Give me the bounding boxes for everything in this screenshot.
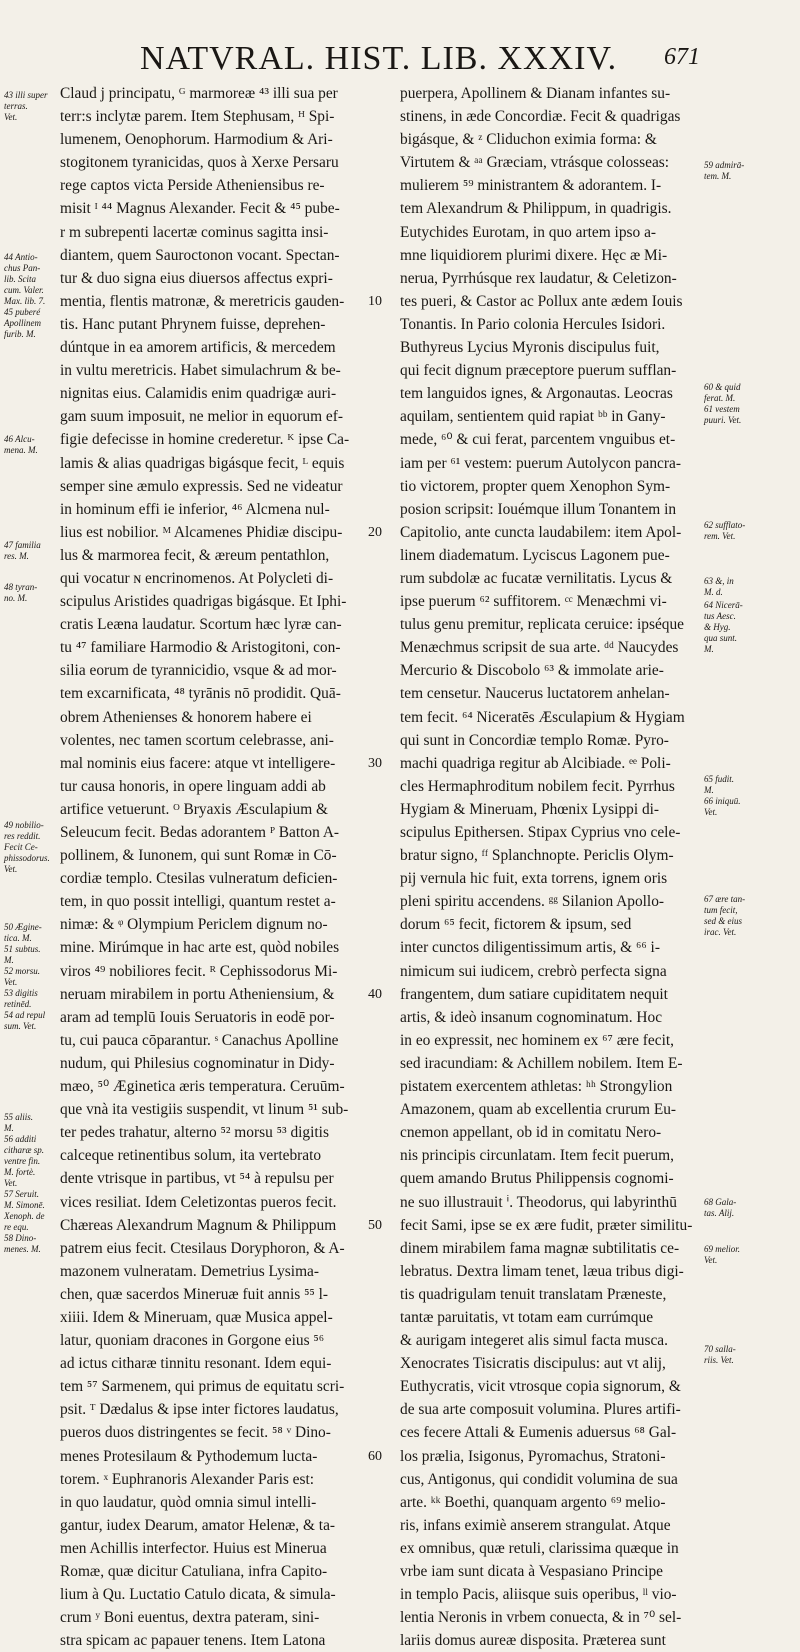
text-line: semper sine æmulo expressis. Sed ne videatur bbox=[60, 477, 343, 495]
text-line: pij vernula hic fuit, exta torrens, ignem oris bbox=[400, 870, 668, 888]
text-line: calceque retinentibus solum, ita vertebrato bbox=[60, 1147, 322, 1165]
marginal-note: 63 &, in M. d. bbox=[704, 576, 734, 597]
line-number: 10 bbox=[368, 293, 382, 309]
text-line: lus & marmorea fecit, & æreum pentathlon, bbox=[60, 546, 330, 564]
text-line: lariis domus aureæ disposita. Præterea sunt bbox=[400, 1632, 666, 1650]
text-line: cles Hermaphroditum nobilem fecit. Pyrrhus bbox=[400, 777, 675, 795]
text-line: pollinem, & Iunonem, qui sunt Romæ in Cō- bbox=[60, 847, 337, 865]
text-line: nudum, qui Philesius cognominatur in Didy- bbox=[60, 1054, 335, 1072]
text-line: Seleucum fecit. Bedas adorantem ᴾ Batton A- bbox=[60, 824, 340, 841]
marginal-note: 44 Antio- chus Pan- lib. Scita cum. Valer. Max. lib. 7. 45 puberé Apollinem furib. M. bbox=[4, 252, 46, 339]
text-line: cnemon appellant, ob id in comitatu Nero- bbox=[400, 1124, 662, 1142]
line-number: 30 bbox=[368, 755, 382, 771]
marginal-note: 70 salla- riis. Vet. bbox=[704, 1344, 736, 1365]
text-line: stra spicam ac papauer tenens. Item Latona bbox=[60, 1632, 326, 1650]
text-line: ne suo illustrauit ⁱ. Theodorus, qui labyrinthū bbox=[400, 1193, 677, 1211]
text-line: tulus genu premitur, replicata ceruice: ipséque bbox=[400, 616, 684, 634]
text-line: ipse puerum ⁶² suffitorem. ᶜᶜ Menæchmi vi- bbox=[400, 593, 667, 611]
text-line: ces fecere Attali & Eumenis aduersus ⁶⁸ Gal- bbox=[400, 1424, 677, 1442]
text-line: pistatem exercentem athletas: ʰʰ Strongylion bbox=[400, 1078, 673, 1096]
text-line: viros ⁴⁹ nobiliores fecit. ᴿ Cephissodorus Mi- bbox=[60, 962, 338, 980]
marginal-note: 60 & quid ferat. M. 61 vestem puuri. Vet. bbox=[704, 382, 742, 425]
marginal-note: 59 admirā- tem. M. bbox=[704, 160, 745, 181]
text-line: tem Alexandrum & Philippum, in quadrigis. bbox=[400, 200, 672, 218]
text-line: gam suum imposuit, ne melior in equorum ef- bbox=[60, 408, 343, 426]
text-line: in eo expressit, nec hominem ex ⁶⁷ ære fecit, bbox=[400, 1031, 674, 1049]
text-line: artifice vetuerunt. ᴼ Bryaxis Æsculapium & bbox=[60, 800, 329, 818]
text-line: qui sunt in Concordiæ templo Romæ. Pyro- bbox=[400, 731, 669, 749]
text-line: vices resiliat. Idem Celetizontas pueros fecit. bbox=[60, 1193, 337, 1211]
text-line: posion scripsit: Iouémque illum Tonantem in bbox=[400, 500, 677, 518]
text-line: Menæchmus scripsit de sua arte. ᵈᵈ Naucydes bbox=[400, 639, 679, 657]
running-header: NATVRAL. HIST. LIB. XXXIV. bbox=[140, 40, 618, 77]
marginal-note: 67 ære tan- tum fecit, sed & eius irac. Vet. bbox=[704, 894, 746, 937]
text-line: torem. ˣ Euphranoris Alexander Paris est: bbox=[60, 1470, 315, 1488]
marginal-note: 43 illi super terras. Vet. bbox=[4, 90, 48, 122]
text-line: latur, quoniam dracones in Gorgone eius ⁵⁶ bbox=[60, 1332, 325, 1350]
text-line: Romæ, quæ dicitur Catuliana, infra Capito- bbox=[60, 1563, 328, 1580]
text-line: fecit Sami, ipse se ex ære fudit, præter similitu- bbox=[400, 1216, 693, 1234]
text-line: nerua, Pyrrhúsque rex laudatur, & Celetizon- bbox=[400, 269, 677, 287]
text-line: Capitolio, ante cuncta laudabilem: item Apol- bbox=[400, 523, 682, 541]
marginal-note: 49 nobilio- res reddit. Fecit Ce- phissodorus. Vet. bbox=[4, 820, 50, 874]
text-line: lamis & alias quadrigas bigásque fecit, ᴸ equis bbox=[60, 454, 345, 472]
marginal-note: 68 Gala- tas. Alij. bbox=[704, 1197, 737, 1218]
text-line: mede, ⁶⁰ & cui ferat, parcentem vnguibus et- bbox=[400, 431, 676, 449]
text-line: de sua arte composuit volumina. Plures artifi- bbox=[400, 1401, 681, 1419]
text-line: tem fecit. ⁶⁴ Niceratēs Æsculapium & Hygiam bbox=[400, 708, 685, 726]
text-line: stogitonem tyranicidas, quos à Xerxe Persaru bbox=[60, 154, 339, 172]
text-line: Hygiam & Mineruam, Phœnix Lysippi di- bbox=[400, 800, 660, 818]
text-line: nimicum sui iudicem, crebrò perfecta signa bbox=[400, 962, 667, 980]
text-line: scipulus Aristides quadrigas bigásque. Et Iphi- bbox=[60, 593, 347, 611]
text-line: rum subdolæ ac fucatæ vernilitatis. Lycus & bbox=[400, 569, 673, 587]
text-line: dente vtrisque in partibus, vt ⁵⁴ à repulsu per bbox=[60, 1170, 334, 1188]
text-line: dúntque in ea amorem artificis, & mercedem bbox=[60, 339, 336, 357]
text-line: men Achillis interfector. Huius est Minerua bbox=[60, 1539, 327, 1557]
right-text-column bbox=[400, 82, 700, 1652]
text-line: aquilam, sentientem quid rapiat ᵇᵇ in Gany- bbox=[400, 408, 666, 426]
text-line: nignitas eius. Calamidis enim quadrigæ auri- bbox=[60, 385, 337, 403]
marginal-note: 62 sufflato- rem. Vet. bbox=[704, 520, 746, 541]
text-line: tur & duo signa eius diuersos affectus expri- bbox=[60, 269, 333, 287]
text-line: lentia Neronis in vrbem conuecta, & in ⁷⁰ sel- bbox=[400, 1609, 682, 1627]
marginal-note: 50 Ægine- tica. M. 51 subtus. M. 52 morsu. Vet. 53 digitis retinēd. 54 ad repul sum. Vet. bbox=[4, 922, 46, 1031]
text-line: tantæ paruitatis, vt totam eam currúmque bbox=[400, 1308, 654, 1326]
text-line: machi quadriga regitur ab Alcibiade. ᵉᵉ Poli- bbox=[400, 754, 671, 772]
text-line: vrbe iam sunt dicata à Vespasiano Principe bbox=[400, 1563, 663, 1580]
text-line: rege captos victa Perside Atheniensibus re- bbox=[60, 177, 325, 195]
marginal-note: 46 Alcu- mena. M. bbox=[4, 434, 38, 455]
line-number: 40 bbox=[368, 986, 382, 1002]
text-line: tem excarnificata, ⁴⁸ tyrānis nō prodidit. Quā- bbox=[60, 685, 341, 703]
text-line: crum ʸ Boni euentus, dextra pateram, sini- bbox=[60, 1609, 320, 1627]
text-line: tis quadrigulam tenuit translatam Præneste, bbox=[400, 1285, 667, 1303]
text-line: diantem, quem Sauroctonon vocant. Spectan- bbox=[60, 246, 340, 264]
text-line: dinem mirabilem fama magnæ subtilitatis ce- bbox=[400, 1239, 680, 1257]
text-line: dorum ⁶⁵ fecit, fictorem & ipsum, sed bbox=[400, 916, 632, 934]
text-line: mne liquidiorem plurimi dixere. Hęc æ Mi- bbox=[400, 246, 668, 264]
text-line: artis, & ideò insanum cognominatum. Hoc bbox=[400, 1008, 663, 1026]
text-line: neruam mirabilem in portu Atheniensium, & bbox=[60, 985, 335, 1003]
text-line: quem amando Brutus Philippensis cognomi- bbox=[400, 1170, 674, 1188]
text-line: cus, Antigonus, qui condidit volumina de sua bbox=[400, 1470, 678, 1488]
text-line: mulierem ⁵⁹ ministrantem & adorantem. I- bbox=[400, 177, 662, 195]
text-line: tem languidos ignes, & Argonautas. Leocras bbox=[400, 385, 673, 403]
text-line: scipulus Epithersen. Stipax Cyprius vno cele- bbox=[400, 824, 681, 841]
text-line: psit. ᵀ Dædalus & ipse inter fictores laudatus, bbox=[60, 1401, 339, 1419]
text-line: inter cunctos diligentissimum artis, & ⁶⁶ i- bbox=[400, 939, 660, 957]
text-line: mentia, flentis matronæ, & meretricis gauden- bbox=[60, 292, 345, 310]
text-line: arte. ᵏᵏ Boethi, quanquam argento ⁶⁹ melio- bbox=[400, 1493, 666, 1511]
text-line: lebratus. Dextra limam tenet, læua tribus digi- bbox=[400, 1262, 684, 1280]
text-line: cratis Leæna laudatur. Scortum hæc lyræ can- bbox=[60, 616, 342, 634]
text-line: Euthycratis, vicit vtrosque copia signorum, & bbox=[400, 1378, 681, 1396]
marginal-note: 69 melior. Vet. bbox=[704, 1244, 740, 1265]
text-line: cordiæ templo. Ctesilas vulneratum deficien- bbox=[60, 870, 338, 888]
line-number: 60 bbox=[368, 1448, 382, 1464]
text-line: Mercurio & Discobolo ⁶³ & immolate arie- bbox=[400, 662, 664, 680]
text-line: stinens, in æde Concordiæ. Fecit & quadrigas bbox=[400, 108, 681, 126]
text-line: & aurigam integeret alis simul facta musca. bbox=[400, 1332, 668, 1350]
text-line: iam per ⁶¹ vestem: puerum Autolycon pancra- bbox=[400, 454, 681, 472]
text-line: in hominum effi ie inferior, ⁴⁶ Alcmena nul- bbox=[60, 500, 330, 518]
marginal-note: 55 aliis. M. 56 additi citharæ sp. ventre fin. M. fortè. Vet. 57 Seruit. M. Simonē. Xenoph. de re equ. 58 Dino- menes. M. bbox=[4, 1112, 45, 1254]
text-line: xiiii. Idem & Mineruam, quæ Musica appel- bbox=[60, 1308, 333, 1326]
text-line: terr:s inclytæ parem. Item Stephusam, ᴴ Spi- bbox=[60, 108, 335, 126]
text-line: mal nominis eius facere: atque vt intelligere- bbox=[60, 754, 336, 772]
text-line: Chæreas Alexandrum Magnum & Philippum bbox=[60, 1216, 337, 1234]
text-line: nimæ: & ᵠ Olympium Periclem dignum no- bbox=[60, 916, 328, 934]
text-line: menes Protesilaum & Pythodemum lucta- bbox=[60, 1447, 318, 1465]
text-line: tu, cui pauca cōparantur. ˢ Canachus Apolline bbox=[60, 1031, 339, 1049]
text-line: figie defecisse in homine crederetur. ᴷ ipse Ca- bbox=[60, 431, 350, 449]
text-line: tio victorem, propter quem Xenophon Sym- bbox=[400, 477, 671, 495]
text-line: in vultu meretricis. Habet simulachrum & be- bbox=[60, 362, 341, 380]
text-line: silia eorum de tyrannicidio, vsque & ad mor- bbox=[60, 662, 337, 680]
text-line: sed iracundiam: & Achillem nobilem. Item E- bbox=[400, 1054, 683, 1072]
marginal-note: 65 fudit. M. 66 iniquū. Vet. bbox=[704, 774, 741, 817]
text-line: tem ⁵⁷ Sarmenem, qui primus de equitatu scri- bbox=[60, 1378, 345, 1396]
text-line: chen, quæ sacerdos Mineruæ fuit annis ⁵⁵ l- bbox=[60, 1285, 329, 1303]
text-line: tis. Hanc putant Phrynem fuisse, deprehen- bbox=[60, 315, 326, 333]
text-line: pleni spiritu accendens. ᵍᵍ Silanion Apollo- bbox=[400, 893, 665, 911]
text-line: obrem Athenienses & honorem habere ei bbox=[60, 708, 312, 726]
text-line: tem, in quo possit intelligi, quantum restet a- bbox=[60, 893, 336, 911]
text-line: Tonantis. In Pario colonia Hercules Isidori. bbox=[400, 315, 666, 333]
marginal-note: 64 Nicerā- tus Aesc. & Hyg. qua sunt. M. bbox=[704, 600, 743, 654]
text-line: ris, infans eximiè anserem strangulat. Atque bbox=[400, 1516, 671, 1534]
text-line: Virtutem & ᵃᵃ Græciam, vtrásque colosseas: bbox=[400, 154, 670, 172]
text-line: ex omnibus, quæ retuli, clarissima quæque in bbox=[400, 1539, 679, 1557]
text-line: patrem eius fecit. Ctesilaus Doryphoron, & A- bbox=[60, 1239, 345, 1257]
text-line: Eutychides Eurotam, in quo artem ipso a- bbox=[400, 223, 657, 241]
text-line: ter pedes trahatur, alterno ⁵² morsu ⁵³ digitis bbox=[60, 1124, 329, 1142]
text-line: tem censetur. Naucerus luctatorem anhelan- bbox=[400, 685, 670, 703]
text-line: mazonem vulneratam. Demetrius Lysima- bbox=[60, 1262, 319, 1280]
text-line: tur causa honoris, in opere linguam addi ab bbox=[60, 777, 326, 795]
text-line: mine. Mirúmque in hac arte est, quòd nobiles bbox=[60, 939, 340, 957]
page-number: 671 bbox=[664, 44, 700, 70]
text-line: Claud j principatu, ᴳ marmoreæ ⁴³ illi sua per bbox=[60, 85, 338, 102]
marginal-note: 48 tyran- no. M. bbox=[4, 582, 38, 603]
line-number: 50 bbox=[368, 1217, 382, 1233]
text-line: lumenem, Oenophorum. Harmodium & Ari- bbox=[60, 131, 333, 149]
text-line: Buthyreus Lycius Myronis discipulus fuit, bbox=[400, 339, 660, 357]
text-line: bigásque, & ᶻ Cliduchon eximia forma: & bbox=[400, 131, 657, 149]
line-number: 20 bbox=[368, 524, 382, 540]
text-line: pueros duos distringentes se fecit. ⁵⁸ ᵛ Dino- bbox=[60, 1424, 331, 1442]
text-line: aram ad templū Iouis Seruatoris in eodē por- bbox=[60, 1008, 335, 1026]
text-line: r m subrepenti lacertæ cominus sagitta insi- bbox=[60, 223, 329, 241]
text-line: qui fecit dignum præceptore puerum sufflan- bbox=[400, 362, 677, 380]
text-line: Amazonem, quam ab excellentia crurum Eu- bbox=[400, 1101, 677, 1119]
text-line: qui vocatur ɴ encrinomenos. At Polycleti di- bbox=[60, 569, 334, 587]
text-line: gantur, iudex Dearum, amator Helenæ, & ta- bbox=[60, 1516, 336, 1534]
text-line: frangentem, dum satiare cupiditatem nequit bbox=[400, 985, 668, 1003]
left-text-column bbox=[60, 82, 362, 1652]
text-line: ad ictus citharæ tinnitu resonant. Idem equi- bbox=[60, 1355, 332, 1373]
text-line: in quo laudatur, quòd omnia simul intelli- bbox=[60, 1493, 317, 1511]
text-line: los prælia, Isigonus, Pyromachus, Stratoni- bbox=[400, 1447, 666, 1465]
text-line: volentes, nec tamen scortum celebrasse, ani- bbox=[60, 731, 334, 749]
text-line: misit ᴵ ⁴⁴ Magnus Alexander. Fecit & ⁴⁵ pube- bbox=[60, 200, 340, 218]
text-line: in templo Pacis, aliisque suis operibus, ˡˡ vio- bbox=[400, 1586, 677, 1604]
text-line: que vnà ita vestigiis suspendit, vt linum ⁵¹ sub- bbox=[60, 1101, 349, 1119]
text-line: tes pueri, & Castor ac Pollux ante ædem Iouis bbox=[400, 292, 683, 310]
text-line: nis principis circunlatam. Item fecit puerum, bbox=[400, 1147, 674, 1165]
text-line: puerpera, Apollinem & Dianam infantes su- bbox=[400, 85, 671, 102]
text-line: lium à Qu. Luctatio Catulo dicata, & simula- bbox=[60, 1586, 336, 1604]
text-line: tu ⁴⁷ familiare Harmodio & Aristogitoni, con- bbox=[60, 639, 341, 657]
text-line: lius est nobilior. ᴹ Alcamenes Phidiæ discipu- bbox=[60, 523, 343, 541]
marginal-note: 47 familia res. M. bbox=[4, 540, 41, 561]
text-line: Xenocrates Tisicratis discipulus: aut vt alij, bbox=[400, 1355, 666, 1373]
text-line: mæo, ⁵⁰ Æginetica æris temperatura. Ceruūm- bbox=[60, 1078, 345, 1096]
text-line: bratur signo, ᶠᶠ Splanchnopte. Periclis Olym- bbox=[400, 847, 674, 865]
text-line: linem diadematum. Lyciscus Lagonem pue- bbox=[400, 546, 670, 564]
